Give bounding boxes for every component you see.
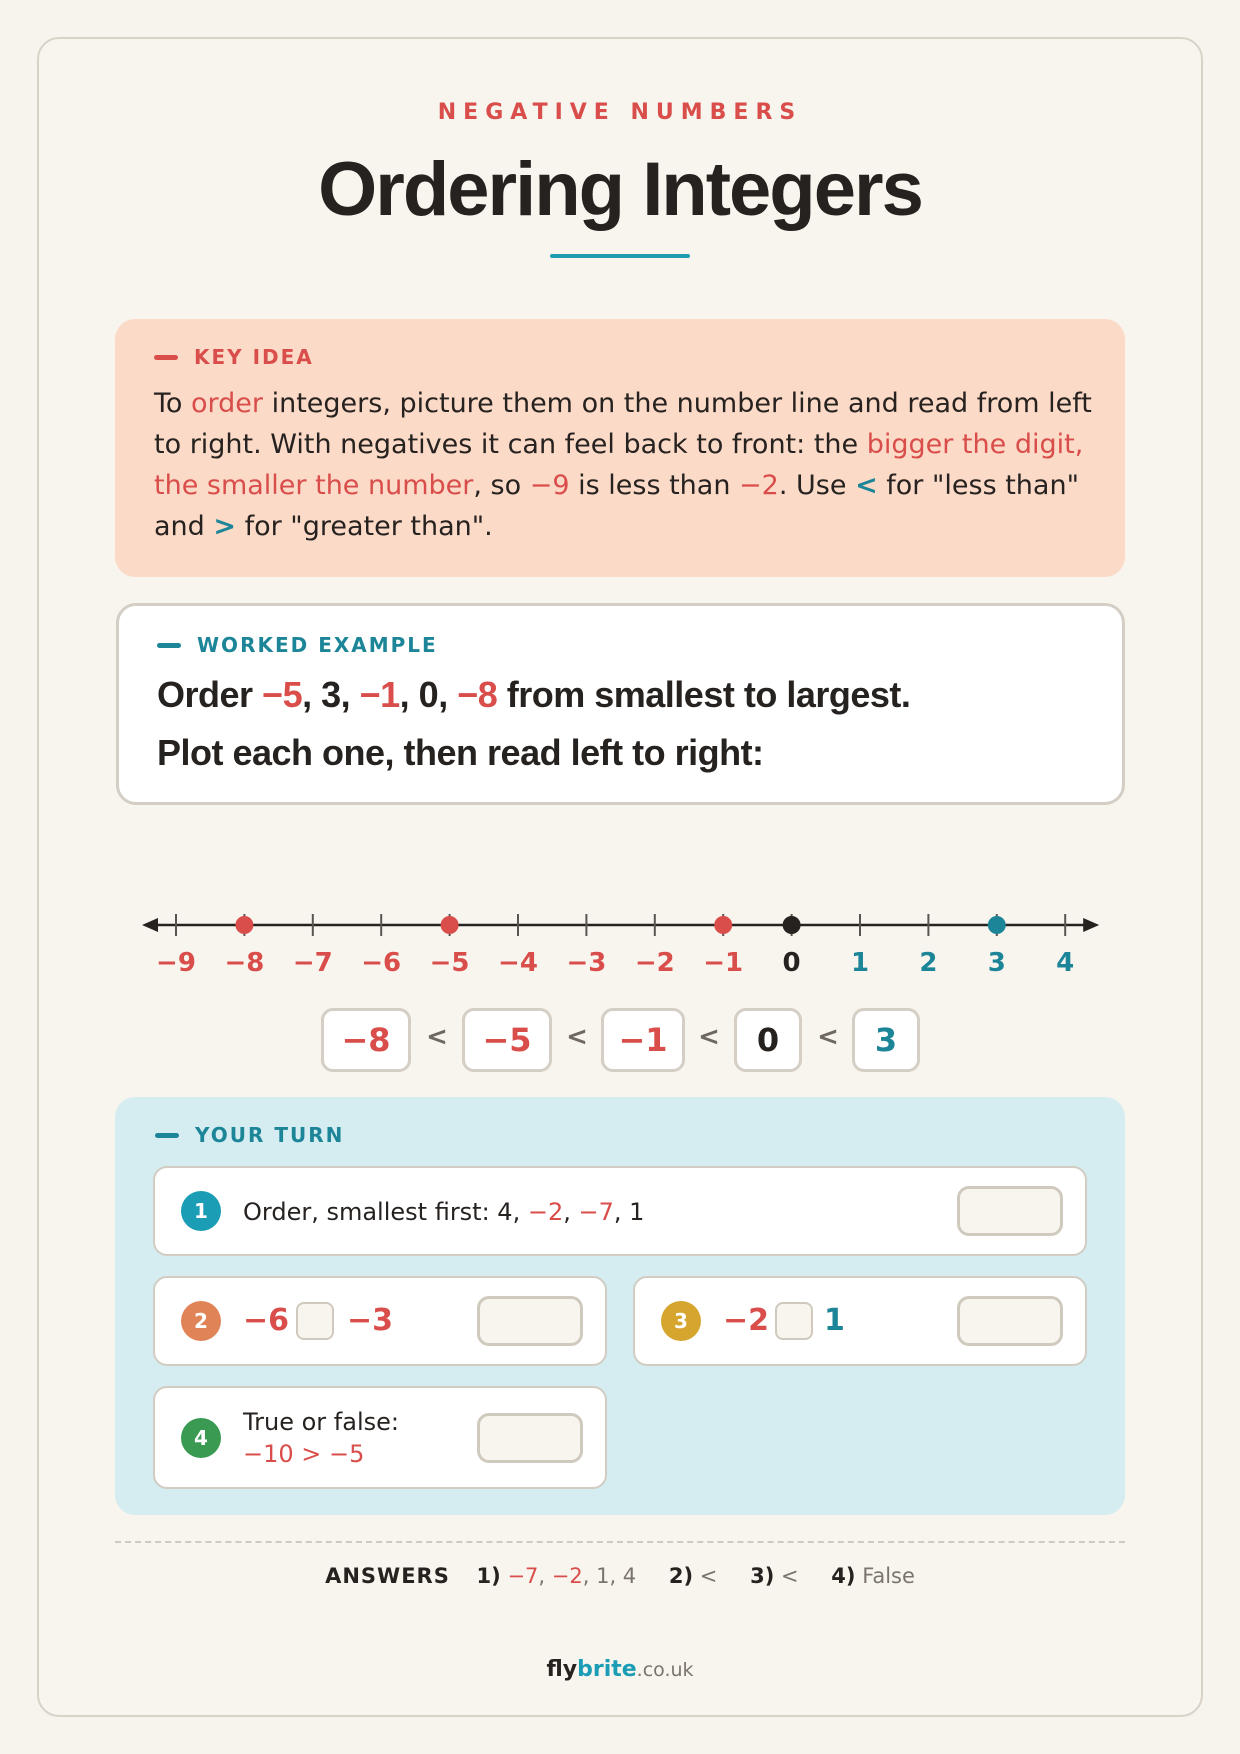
less-than-symbol: <	[855, 470, 878, 501]
number-line-tick-label: −4	[498, 948, 538, 978]
number-line-point	[988, 916, 1006, 934]
number-line-tick-label: 1	[850, 948, 870, 978]
chain-value-box: 3	[852, 1008, 920, 1072]
chain-value-box: −5	[462, 1008, 552, 1072]
question-part: Order	[157, 674, 263, 715]
number-line-tick-label: −3	[566, 948, 607, 978]
question-number-badge: 4	[181, 1418, 221, 1458]
dash-icon	[157, 643, 181, 648]
key-text-part: is less than	[569, 470, 740, 501]
worked-example-instruction: Plot each one, then read left to right:	[157, 732, 764, 773]
worked-example-label: WORKED EXAMPLE	[197, 633, 438, 657]
brand-footer	[0, 1657, 1240, 1682]
number-line-tick-label: −6	[361, 948, 402, 978]
question-text-part: ,	[563, 1198, 579, 1226]
question-4-statement	[243, 1440, 364, 1468]
worked-example-question	[157, 674, 910, 716]
question-card-4	[153, 1386, 607, 1489]
eyebrow-label: NEGATIVE NUMBERS	[437, 100, 803, 125]
question-number-badge: 2	[181, 1301, 221, 1341]
number-line-point	[783, 916, 801, 934]
dash-icon	[154, 355, 178, 360]
key-example-number: −9	[529, 470, 570, 501]
chain-value-box: −8	[321, 1008, 411, 1072]
question-2-right-number: −3	[347, 1303, 394, 1338]
brand-brite: brite	[577, 1657, 637, 1682]
chain-value-box: −1	[601, 1008, 685, 1072]
question-2-left-number: −6	[243, 1303, 290, 1338]
number-line-tick-label: 2	[919, 948, 938, 978]
answer-number: 1)	[476, 1564, 501, 1588]
answers-label: ANSWERS	[325, 1564, 450, 1588]
key-example-number: −2	[739, 470, 779, 501]
number-line	[0, 900, 1240, 980]
question-number-badge: 1	[181, 1191, 221, 1231]
answer-separator: ,	[538, 1564, 552, 1588]
question-card-3	[633, 1276, 1087, 1366]
number-line-tick-label: 0	[782, 948, 801, 978]
answers-row	[0, 1564, 1240, 1588]
answer-value: −2	[551, 1564, 583, 1588]
answer-value: <	[699, 1564, 718, 1588]
chain-less-than: <	[566, 1022, 588, 1052]
question-number: −7	[578, 1198, 614, 1226]
question-symbol: >	[293, 1440, 330, 1468]
question-3-left-number: −2	[723, 1303, 770, 1338]
key-text-part: To	[154, 388, 192, 419]
number-line-point	[441, 916, 459, 934]
answer-input-box[interactable]	[477, 1296, 583, 1346]
question-number: −5	[262, 674, 303, 715]
answer-value: <	[780, 1564, 799, 1588]
your-turn-label: YOUR TURN	[195, 1123, 345, 1147]
title-underline	[550, 254, 690, 258]
answer-number: 4)	[831, 1564, 856, 1588]
your-turn-heading	[155, 1123, 344, 1147]
answer-number: 3)	[750, 1564, 775, 1588]
chain-less-than: <	[426, 1022, 448, 1052]
symbol-input-box[interactable]	[296, 1302, 334, 1340]
question-number: −2	[527, 1198, 564, 1226]
worked-example-heading	[157, 633, 438, 657]
number-line-tick-label: −8	[224, 948, 265, 978]
key-term-order: order	[191, 388, 264, 419]
question-text-part: Order, smallest first: 4,	[243, 1198, 528, 1226]
number-line-tick-label: −1	[703, 948, 744, 978]
number-line-point	[235, 916, 253, 934]
answer-input-box[interactable]	[957, 1296, 1063, 1346]
question-part: from smallest to largest.	[497, 674, 911, 715]
number-line-tick-label: −5	[429, 948, 470, 978]
brand-domain: .co.uk	[636, 1659, 694, 1681]
key-idea-text	[154, 383, 1094, 547]
question-number: −8	[457, 674, 498, 715]
greater-than-symbol: >	[213, 511, 237, 542]
key-text-part: . Use	[778, 470, 856, 501]
answer-input-box[interactable]	[957, 1186, 1063, 1236]
key-text-part: for "less than" and	[154, 470, 1080, 542]
worked-example-panel	[116, 603, 1125, 805]
chain-less-than: <	[817, 1022, 839, 1052]
divider	[115, 1541, 1125, 1543]
question-number-badge: 3	[661, 1301, 701, 1341]
question-part: , 3,	[302, 674, 360, 715]
number-line-tick-label: 4	[1056, 948, 1075, 978]
answer-input-box[interactable]	[477, 1413, 583, 1463]
symbol-input-box[interactable]	[775, 1302, 813, 1340]
key-rule-highlight: bigger the digit, the smaller the number	[154, 429, 1084, 501]
number-line-tick-label: −9	[156, 948, 196, 978]
page-title: Ordering Integers	[318, 147, 922, 232]
answer-value: , 1, 4	[582, 1564, 637, 1588]
key-text-part: integers, picture them on the number line and read from left to right. With negatives it can feel back to front: the	[154, 388, 1092, 460]
question-1-text	[243, 1198, 644, 1226]
question-3-right-number: 1	[824, 1303, 845, 1338]
answer-number: 2)	[668, 1564, 694, 1588]
number-line-tick-label: −7	[292, 948, 333, 978]
key-text-part: , so	[473, 470, 530, 501]
question-card-2	[153, 1276, 607, 1366]
number-line-tick-label: 3	[987, 948, 1006, 978]
chain-value-box: 0	[734, 1008, 802, 1072]
question-card-1	[153, 1166, 1087, 1256]
number-line-tick-label: −2	[634, 948, 675, 978]
question-number: −5	[329, 1440, 365, 1468]
question-part: , 0,	[399, 674, 458, 715]
question-number: −10	[243, 1440, 294, 1468]
answer-value: −7	[507, 1564, 539, 1588]
key-idea-panel	[115, 319, 1125, 577]
brand-fly: fly	[546, 1657, 578, 1682]
arrow-right-icon	[1083, 918, 1099, 932]
key-text-part: for "greater than".	[236, 511, 493, 542]
question-text-part: , 1	[613, 1198, 645, 1226]
answer-value: False	[862, 1564, 915, 1588]
key-idea-heading	[154, 345, 314, 369]
chain-less-than: <	[698, 1022, 720, 1052]
dash-icon	[155, 1133, 179, 1138]
number-line-point	[714, 916, 732, 934]
key-idea-label: KEY IDEA	[194, 345, 314, 369]
question-4-prompt: True or false:	[243, 1408, 399, 1436]
question-number: −1	[359, 674, 400, 715]
arrow-left-icon	[142, 918, 158, 932]
